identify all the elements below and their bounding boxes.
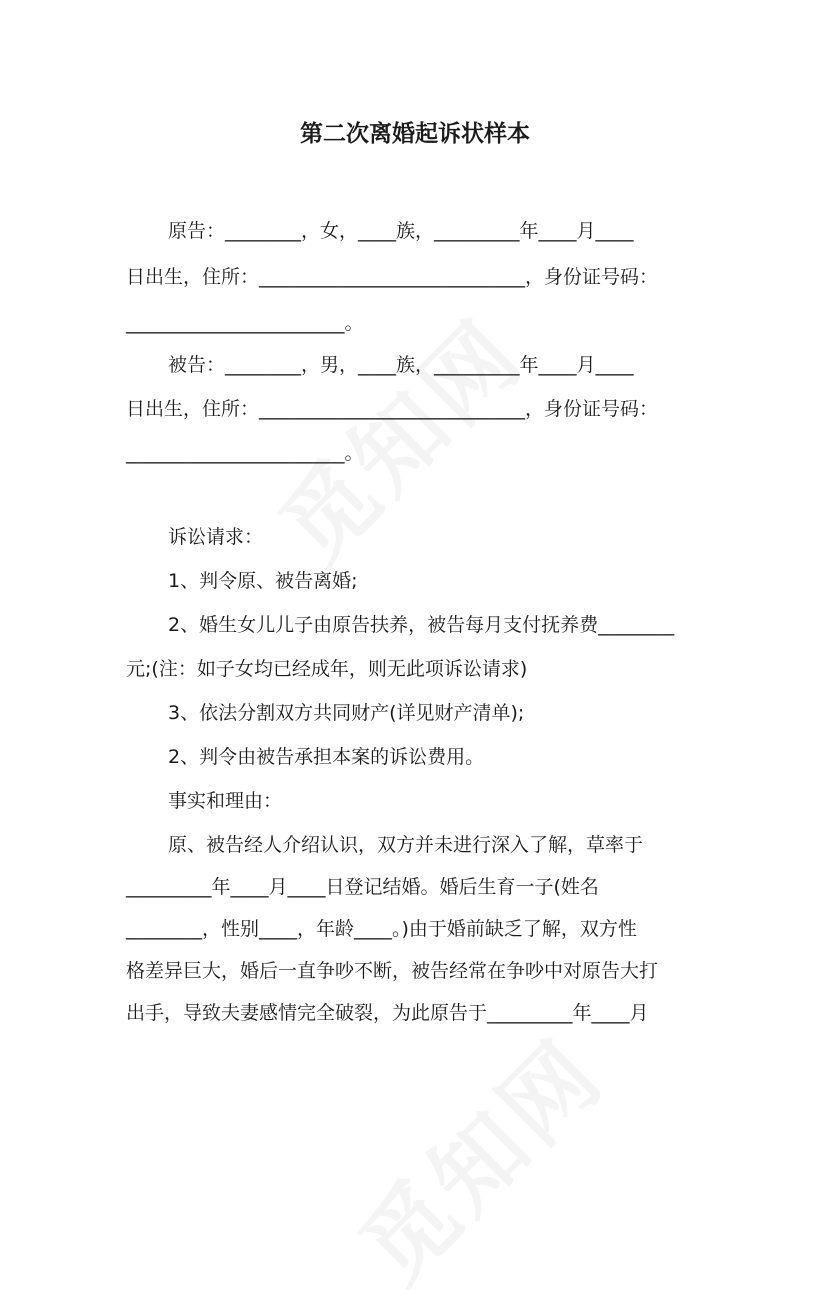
defendant-line-3: _______________________。: [126, 442, 364, 464]
claims-heading: 诉讼请求：: [168, 526, 264, 548]
claim-item: 2、判令由被告承担本案的诉讼费用。: [168, 746, 485, 768]
watermark: [326, 1005, 627, 1306]
facts-paragraph-line: _________年____月____日登记结婚。婚后生育一子(姓名: [126, 876, 599, 898]
facts-paragraph-line: 原、被告经人介绍认识，双方并未进行深入了解，草率于: [168, 834, 644, 856]
facts-paragraph-line: ________，性别____，年龄____。)由于婚前缺乏了解，双方性: [126, 918, 637, 940]
claim-item-continued: 元;(注：如子女均已经成年，则无此项诉讼请求): [126, 658, 528, 680]
plaintiff-line-2: 日出生，住所：____________________________，身份证号码：: [126, 266, 659, 288]
defendant-line-1: 被告：________，男，____族，_________年____月____: [168, 354, 634, 376]
claim-item: 3、依法分割双方共同财产(详见财产清单);: [168, 702, 525, 724]
facts-paragraph-line: 出手，导致夫妻感情完全破裂，为此原告于_________年____月: [126, 1002, 649, 1024]
document-title: 第二次离婚起诉状样本: [300, 121, 530, 147]
plaintiff-line-3: _______________________。: [126, 312, 364, 334]
claim-item: 1、判令原、被告离婚;: [168, 570, 358, 592]
claim-item: 2、婚生女儿儿子由原告扶养，被告每月支付抚养费________: [168, 614, 675, 636]
facts-paragraph-line: 格差异巨大，婚后一直争吵不断，被告经常在争吵中对原告大打: [126, 960, 659, 982]
facts-heading: 事实和理由：: [168, 790, 283, 812]
plaintiff-line-1: 原告：________，女，____族，_________年____月____: [168, 220, 634, 242]
defendant-line-2: 日出生，住所：____________________________，身份证号码：: [126, 398, 659, 420]
